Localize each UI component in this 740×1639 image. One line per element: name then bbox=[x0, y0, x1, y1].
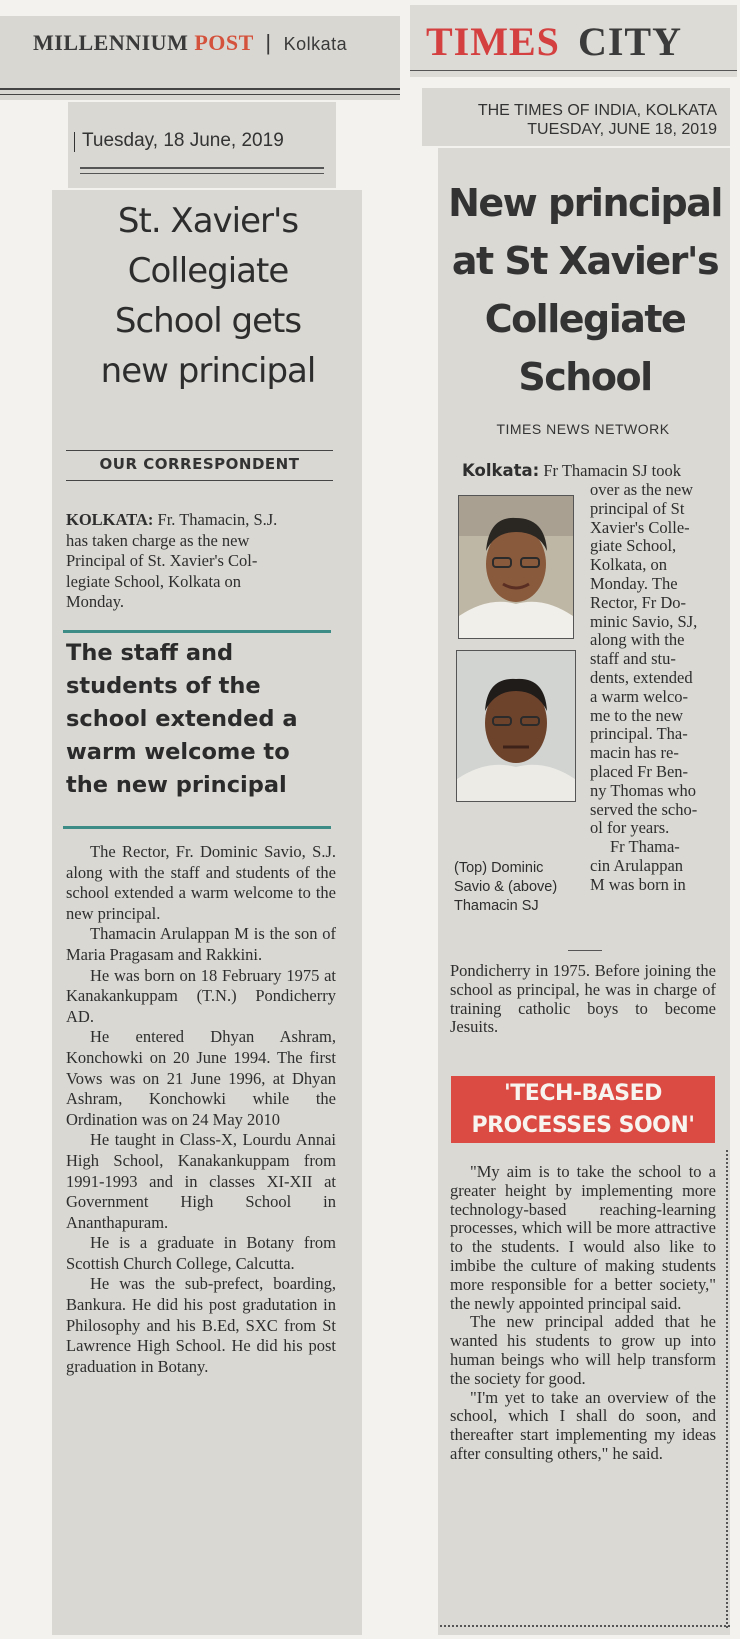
pull-quote-line: students of the bbox=[66, 673, 261, 699]
times-headline bbox=[442, 174, 728, 406]
lede-paragraph bbox=[66, 510, 336, 613]
headline-line: New principal bbox=[448, 181, 722, 225]
intro-line: minic Savio, SJ, bbox=[590, 611, 698, 631]
headline-line: School bbox=[518, 355, 652, 399]
headline-line: School gets bbox=[114, 301, 302, 341]
intro-line: along with the bbox=[590, 630, 685, 650]
headline-line: at St Xavier's bbox=[451, 239, 719, 283]
intro-column bbox=[590, 481, 720, 895]
masthead-separator: | bbox=[265, 30, 272, 55]
times-date-line: TUESDAY, JUNE 18, 2019 bbox=[527, 121, 717, 138]
intro-line: principal. Tha- bbox=[590, 724, 688, 744]
subhead bbox=[451, 1078, 715, 1142]
byline-rule-bottom bbox=[66, 480, 333, 481]
date-rule bbox=[80, 173, 324, 174]
intro-line: Xavier's Colle- bbox=[590, 517, 690, 537]
pull-quote-rule-bottom bbox=[63, 826, 331, 829]
millennium-post-headline bbox=[58, 196, 358, 396]
intro-line: Kolkata, on bbox=[590, 555, 667, 575]
body-paragraph: Thamacin Arulappan M is the son of Maria Pragasam and Rakkini. bbox=[66, 924, 336, 964]
intro-line: M was born in bbox=[590, 874, 686, 894]
headline-line: St. Xavier's bbox=[117, 201, 299, 241]
pull-quote-rule-top bbox=[63, 630, 331, 633]
body-paragraph: He entered Dhyan Ashram, Konchowki on 20 June 1994. The first Vows was on 21 June 1996, at Dhyan Ashram, Konchowki while the Ordination was on 24 May 2010 bbox=[66, 1027, 336, 1129]
intro-line: principal of St bbox=[590, 498, 685, 518]
intro-line: Monday. The bbox=[590, 573, 678, 593]
pull-quote bbox=[66, 637, 336, 802]
date-rule bbox=[80, 167, 324, 169]
pull-quote-line: school extended a bbox=[66, 706, 298, 732]
lede-line: has taken charge as the new bbox=[66, 530, 250, 550]
dotted-column-rule bbox=[726, 1150, 728, 1628]
intro-first-line bbox=[462, 462, 724, 481]
photo-thamacin bbox=[456, 650, 576, 802]
headline-line: new principal bbox=[100, 351, 316, 391]
intro-line: cin Arulappan bbox=[590, 855, 684, 875]
intro-line: ol for years. bbox=[590, 818, 670, 838]
intro-line: staff and stu- bbox=[590, 649, 676, 669]
masthead-brand-b: CITY bbox=[577, 19, 682, 64]
subhead-line: 'TECH-BASED bbox=[504, 1081, 662, 1106]
intro-line: a warm welco- bbox=[590, 686, 689, 706]
intro-line: placed Fr Ben- bbox=[590, 761, 689, 781]
pull-quote-line: warm welcome to bbox=[66, 739, 290, 765]
caption-rule bbox=[568, 950, 602, 951]
dateline: Kolkata: bbox=[462, 461, 540, 480]
quote-body bbox=[450, 1163, 716, 1464]
portrait-image bbox=[457, 651, 575, 801]
intro-line: over as the new bbox=[590, 480, 694, 499]
intro-line: me to the new bbox=[590, 705, 684, 725]
byline-rule-top bbox=[66, 450, 333, 451]
lede-line: Principal of St. Xavier's Col- bbox=[66, 551, 258, 571]
subhead-line: PROCESSES SOON' bbox=[471, 1113, 695, 1138]
body-paragraph: He taught in Class-X, Lourdu Annai High School, Kanakankuppam from 1991-1993 and in classes XI-XII at Government High School in Ananthapuram. bbox=[66, 1130, 336, 1232]
headline-line: Collegiate bbox=[127, 251, 289, 291]
body-paragraph: "My aim is to take the school to a greater height by implementing more technology-based reaching-learning processes, which will be more attractive to the students. I would also like to imbibe the culture of making students more responsible for a better society," the newly appointed principal said. bbox=[450, 1162, 716, 1313]
headline-line: Collegiate bbox=[484, 297, 686, 341]
pull-quote-line: the new principal bbox=[66, 772, 287, 798]
intro-line: macin has re- bbox=[590, 743, 679, 763]
portrait-image bbox=[459, 496, 573, 638]
body-paragraph: He was the sub-prefect, boarding, Bankura. He did his post gradutation in Philosophy and his B.Ed, SXC from St Lawrence High School. He did his post graduation in Botany. bbox=[66, 1274, 336, 1376]
second-paragraph: Pondicherry in 1975. Before joining the school as principal, he was in charge of training catholic boys to become Jesuits. bbox=[450, 961, 716, 1037]
masthead-brand-a: TIMES bbox=[426, 19, 560, 64]
photo-dominic-savio bbox=[458, 495, 574, 639]
photo-caption: (Top) Dominic Savio & (above) Thamacin SJ bbox=[454, 860, 558, 914]
lede-line: Monday. bbox=[66, 592, 125, 612]
intro-line: Fr Thamacin SJ took bbox=[543, 461, 681, 480]
lede-line: legiate School, Kolkata on bbox=[66, 571, 242, 591]
times-paper-line: THE TIMES OF INDIA, KOLKATA bbox=[477, 102, 717, 119]
masthead-city: Kolkata bbox=[283, 34, 348, 54]
millennium-post-date: Tuesday, 18 June, 2019 bbox=[82, 130, 284, 151]
lede-dateline: KOLKATA: bbox=[66, 510, 154, 529]
masthead-rule bbox=[0, 94, 400, 95]
masthead-rule bbox=[0, 88, 400, 90]
body-paragraph: The Rector, Fr. Dominic Savio, S.J. along with the staff and students of the school extended a warm welcome to the new principal. bbox=[66, 842, 336, 923]
body-paragraph: The new principal added that he wanted his students to grow up into human beings who will help transform the society for good. bbox=[450, 1312, 716, 1388]
body-paragraph: He is a graduate in Botany from Scottish Church College, Calcutta. bbox=[66, 1233, 336, 1273]
millennium-post-masthead bbox=[33, 30, 347, 56]
intro-line: served the scho- bbox=[590, 799, 698, 819]
intro-line: dents, extended bbox=[590, 667, 693, 687]
intro-line: ny Thomas who bbox=[590, 780, 697, 800]
intro-line: giate School, bbox=[590, 536, 677, 556]
body-paragraph: He was born on 18 February 1975 at Kanakankuppam (T.N.) Pondicherry AD. bbox=[66, 965, 336, 1026]
millennium-post-body bbox=[66, 842, 336, 1377]
times-city-masthead bbox=[426, 18, 682, 65]
masthead-brand-b: POST bbox=[194, 30, 254, 55]
intro-line: Rector, Fr Do- bbox=[590, 592, 687, 612]
intro-line: Fr Thama- bbox=[610, 837, 680, 857]
pull-quote-line: The staff and bbox=[66, 640, 234, 666]
body-paragraph: "I'm yet to take an overview of the school, which I shall do soon, and thereafter start implementing my ideas after consulting others," he said. bbox=[450, 1387, 716, 1463]
dotted-rule bbox=[440, 1625, 730, 1627]
masthead-rule bbox=[410, 70, 737, 71]
byline: OUR CORRESPONDENT bbox=[99, 455, 300, 473]
masthead-brand-a: MILLENNIUM bbox=[33, 30, 189, 55]
news-agency: TIMES NEWS NETWORK bbox=[496, 421, 670, 437]
lede-line: Fr. Thamacin, S.J. bbox=[157, 510, 278, 529]
